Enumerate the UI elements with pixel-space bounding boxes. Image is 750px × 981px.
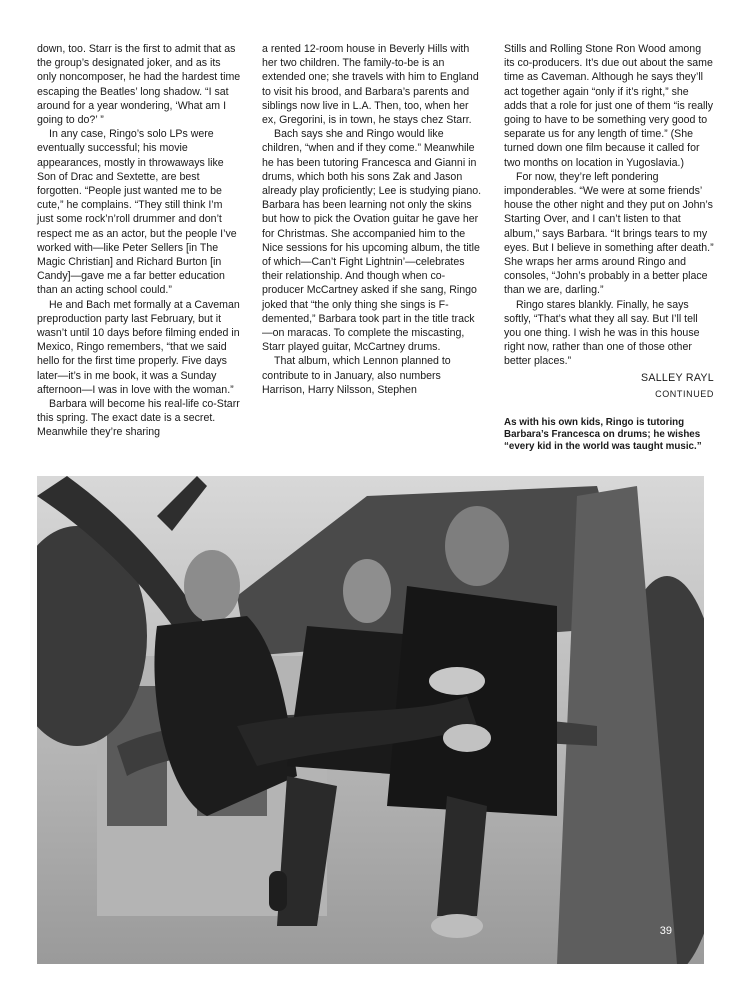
paragraph: a rented 12-room house in Beverly Hills with her two children. The family-to-be is an extended one; she travels with him to England to visit his brood, and Barbara’s parents and siblings now live in L.A. Then, too, when her ex, Gregorini, is in town, he stays chez Starr. xyxy=(262,43,479,127)
paragraph: down, too. Starr is the first to admit that as the group’s designated joker, and as its only noncomposer, he had the hardest time escaping the Beatles’ long shadow. “I sat around for a year wondering, ‘What am I going to do?’ ” xyxy=(37,43,241,127)
byline: SALLEY RAYL xyxy=(641,371,714,384)
paragraph: That album, which Lennon planned to contribute to in January, also numbers Harrison, Harry Nilsson, Stephen xyxy=(262,355,451,396)
photo-ringo-barbara-francesca-in-tree xyxy=(37,476,704,964)
article-column-2 xyxy=(262,42,482,397)
article-column-3 xyxy=(504,42,714,454)
paragraph: Bach says she and Ringo would like children, “when and if they come.” Meanwhile he has been tutoring Francesca and Gianni in drums, which both his sons Zak and Jason already play proficiently; Lee is studying piano. Barbara has been learning not only the skins but how to pick the Ovation guitar he gave her for Christmas. She accompanied him to the Nice sessions for his upcoming album, the title of which—Can’t Fight Lightnin’—celebrates their relationship. And though when co-producer McCartney asked if she sang, Ringo joked that “the only thing she sings is F-demented,” Barbara took part in the title track—on maracas. To complete the miscasting, Starr played guitar, McCartney drums. xyxy=(262,128,482,354)
article-column-1 xyxy=(37,42,241,440)
paragraph: For now, they’re left pondering imponderables. “We were at some friends’ house the other night and they put on John’s Starting Over, and I can’t listen to that album,” says Barbara. “It brings tears to my eyes. But I believe in something after death.” She wraps her arms around Ringo and consoles, “John’s probably in a better place than we are, darling.” xyxy=(504,170,714,297)
photo-caption: As with his own kids, Ringo is tutoring Barbara’s Francesca on drums; he wishes “every kid in the world was taught music.” xyxy=(504,417,702,453)
paragraph: Ringo stares blankly. Finally, he says softly, “That’s what they all say. But I’ll tell you one thing. I wish he was in this house right now, rather than one of those other better places.” xyxy=(504,298,700,368)
page-number: 39 xyxy=(659,925,672,937)
continued-label: CONTINUED xyxy=(655,388,714,399)
photo-illustration xyxy=(37,476,704,964)
paragraph: Stills and Rolling Stone Ron Wood among its co-producers. It’s due out about the same time as Caveman. Although he says they’ll act together again “only if it’s right,” she adds that a role for just one of them “is really going to have to be something very good to separate us for any length of time.” (She turned down one film because it called for two months on location in Yugoslavia.) xyxy=(504,43,714,169)
paragraph: In any case, Ringo’s solo LPs were eventually successful; his movie appearances, mostly in throwaways like Son of Drac and Sextette, are best forgotten. “People just wanted me to be cute,” he complains. “They still think I’m just some rock’n’roll drummer and don’t respect me as an actor, but the people I’ve worked with—like Peter Sellers [in The Magic Christian] and Richard Burton [in Candy]—gave me a far better education than an acting school could.” xyxy=(37,128,237,297)
paragraph: He and Bach met formally at a Caveman preproduction party last February, but it wasn’t until 10 days before filming ended in Mexico, Ringo remembers, “that we said hello for the first time properly. Five days later—it’s in me book, it was a Sunday afternoon—I was in love with the woman.” xyxy=(37,298,240,396)
paragraph: Barbara will become his real-life co-Starr this spring. The exact date is a secret. Meanwhile they’re sharing xyxy=(37,398,240,439)
